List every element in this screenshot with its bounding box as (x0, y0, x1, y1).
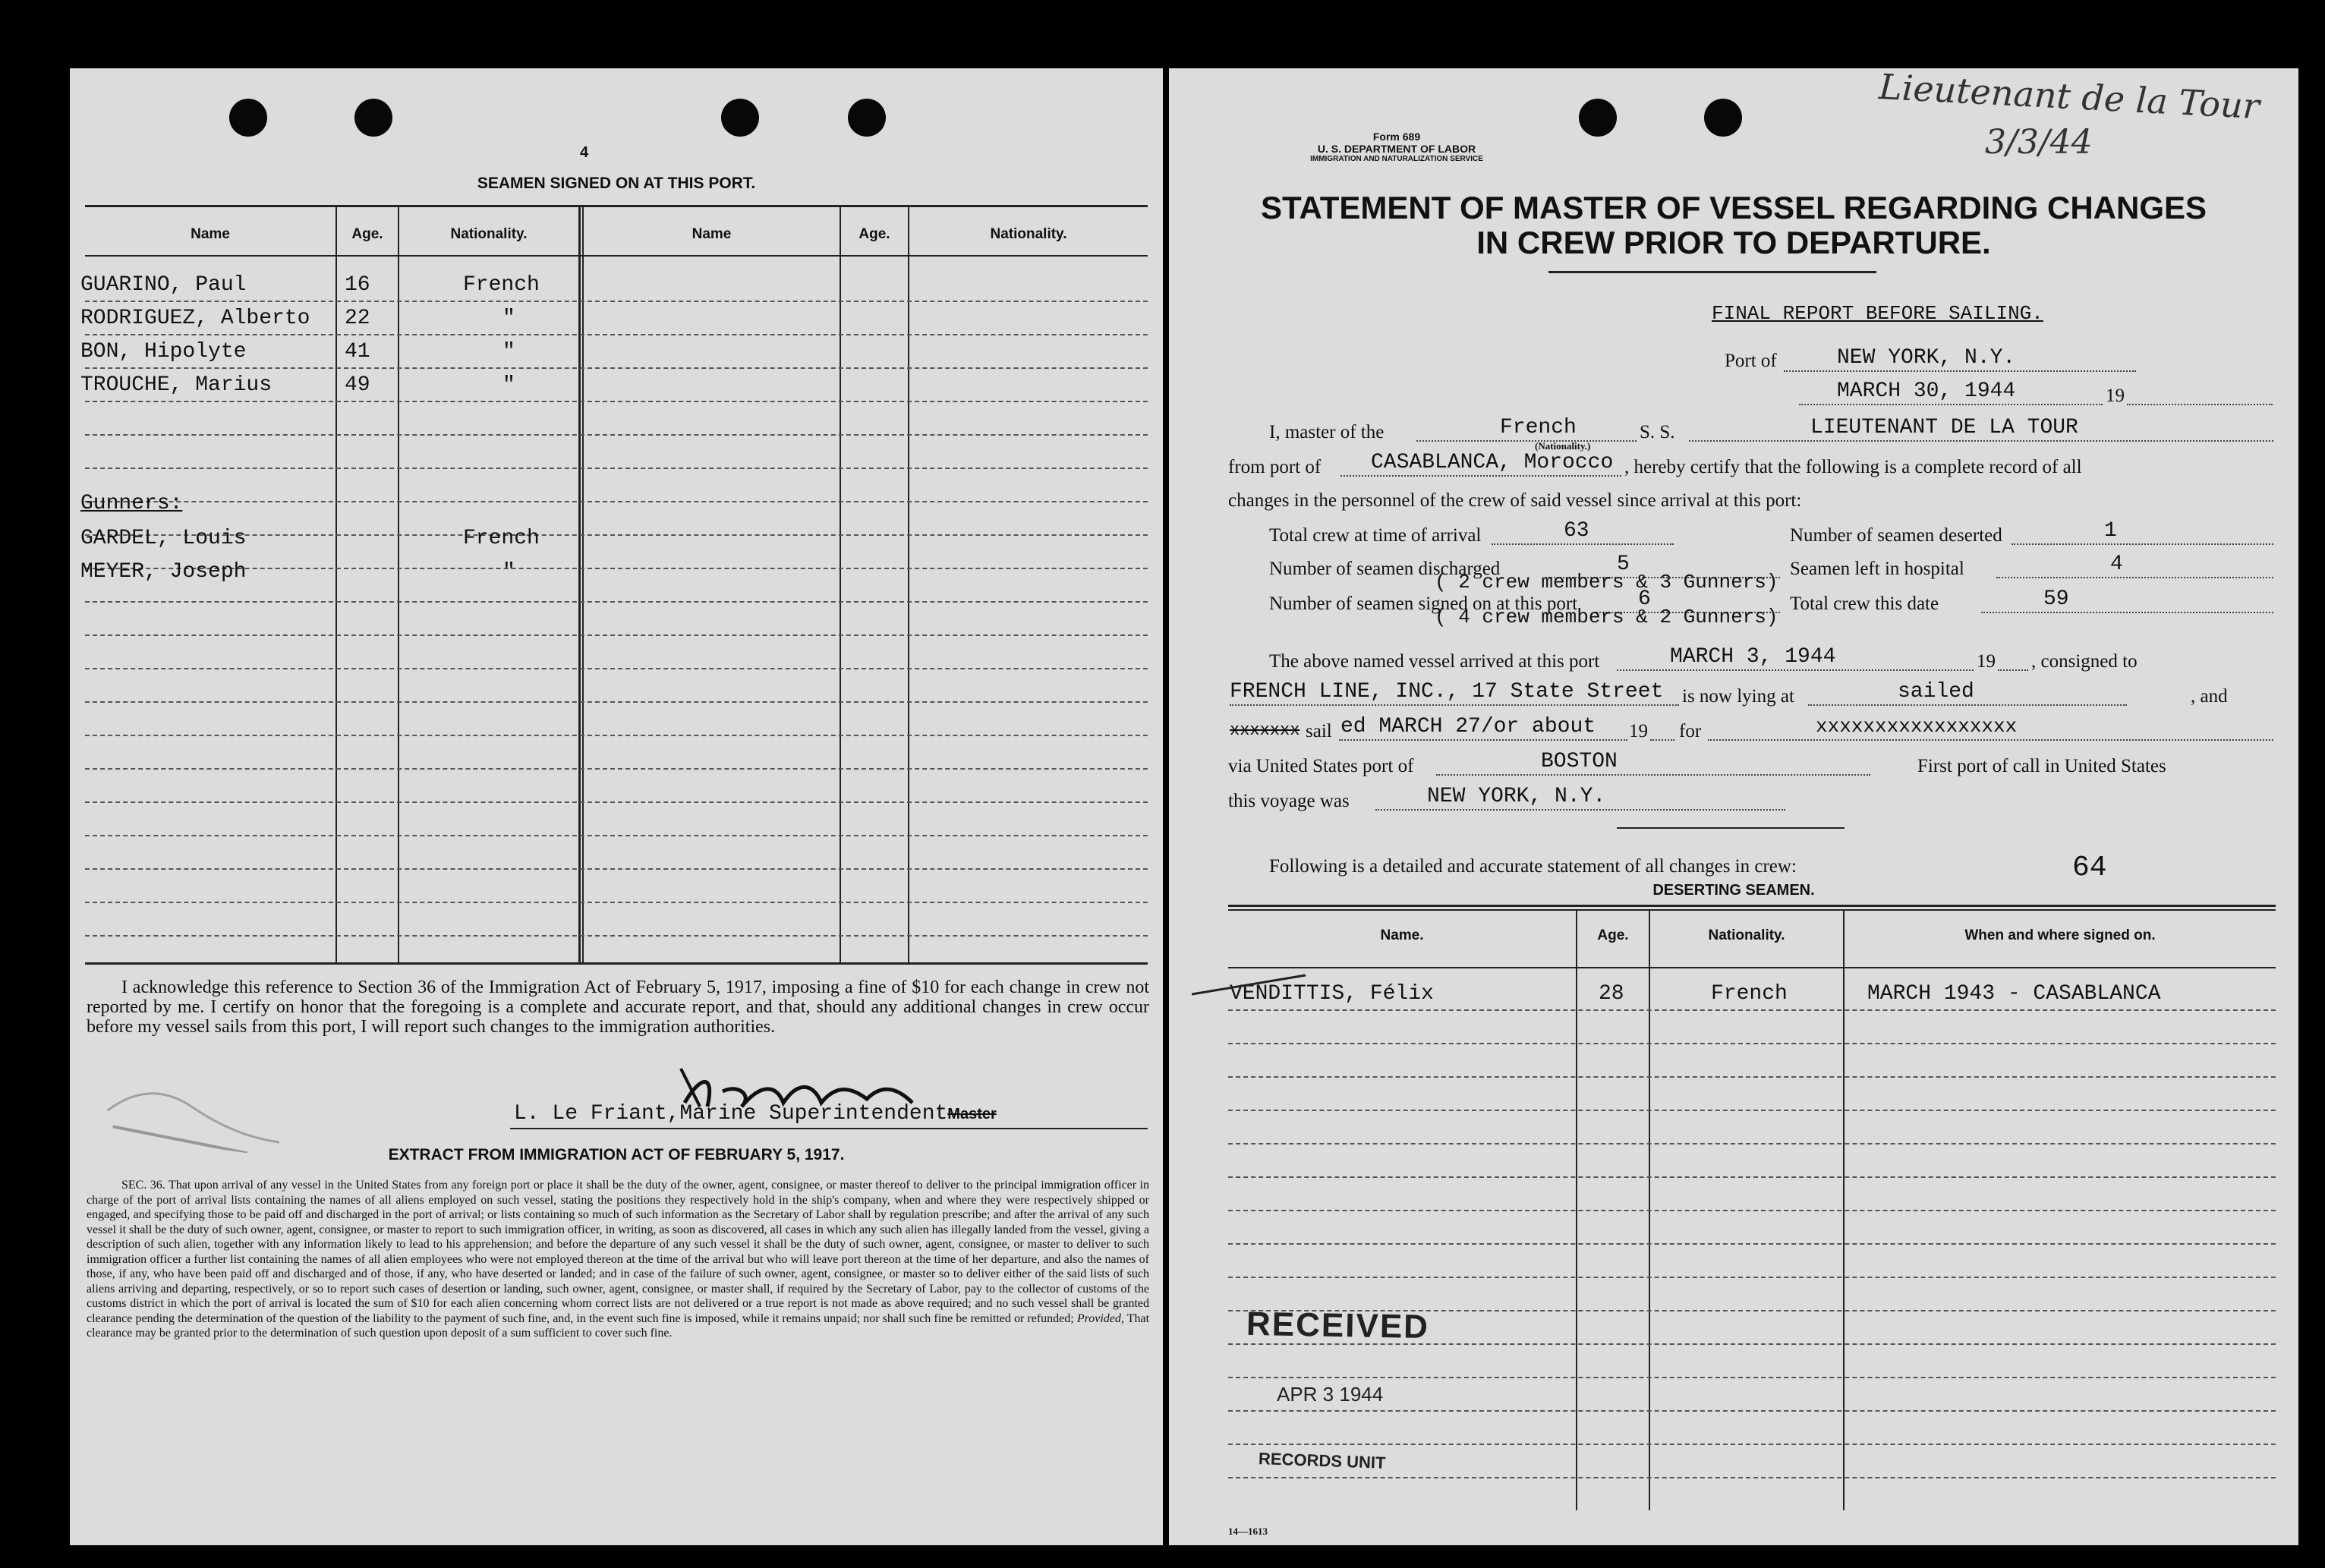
for-label: for (1679, 721, 1702, 741)
report-type: FINAL REPORT BEFORE SAILING. (1712, 302, 2043, 325)
age-cell: 49 (345, 373, 370, 397)
right-page (1169, 65, 2298, 1545)
and-label: , and (2191, 686, 2228, 707)
lying-value: sailed (1898, 680, 1974, 704)
discharged-label: Number of seamen discharged (1269, 559, 1501, 579)
form-number: Form 689 (1372, 131, 1421, 143)
age-cell: 22 (345, 307, 370, 330)
sail-prefix: sail (1306, 721, 1332, 741)
consignee-value: FRENCH LINE, INC., 17 State Street (1230, 680, 1664, 704)
port-label: Port of (1725, 351, 1777, 371)
nationality-cell: " (502, 560, 515, 584)
sail-date-value: ed MARCH 27/or about (1340, 715, 1596, 738)
gunners-label: Gunners: (80, 492, 183, 515)
col-nationality: Nationality. (450, 226, 528, 242)
following-label: Following is a detailed and accurate statement of all changes in crew: (1269, 856, 1797, 877)
year-prefix-3: 19 (1629, 721, 1648, 741)
signed-on-note: ( 4 crew members & 2 Gunners) (1435, 606, 1778, 628)
punch-hole (1704, 99, 1742, 137)
nationality-cell: French (463, 527, 540, 550)
deserting-title: DESERTING SEAMEN. (1652, 882, 1815, 899)
via-label: via United States port of (1228, 756, 1414, 776)
signed-on-label: Number of seamen signed on at this port (1269, 594, 1578, 614)
check-mark (1192, 971, 1313, 1002)
nationality-cell: French (1711, 982, 1788, 1006)
date-value: MARCH 30, 1944 (1837, 379, 2016, 403)
vessel-name: LIEUTENANT DE LA TOUR (1810, 416, 2078, 439)
nationality-caption: (Nationality.) (1535, 440, 1591, 452)
certify-text-2: changes in the personnel of the crew of said vessel since arrival at this port: (1228, 490, 1802, 511)
extract-text: SEC. 36. That upon arrival of any vessel in the United States from any foreign port or place it shall be the duty of the owner, agent, consignee, or master thereof to deliver to the principal immigration officer in charge of the port of arrival lists containing the names of all aliens employed on such vessel, stating the positions they respectively hold in the ship's company, when and where they were respectively shipped or engaged, and specifying those to be paid off and discharged in the port of arrival; or lists containing so much of such information as the Secretary of Labor shall by regulation prescribe; and after the arrival of any such vessel it shall be the duty of such owner, agent, consignee, or master to report to such immigration officer, in writing, as soon as discovered, all cases in which any such alien has illegally landed from the vessel, giving a description of such alien, together with any information likely to lead to his apprehension; and before the departure of any such vessel it shall be the duty of such owner, agent, consignee, or master to deliver to such immigration officer a further list containing the names of all alien employees who were not employed thereon at the time of the arrival but who will leave port thereon at the time of her departure, and also the names of those, if any, who have been paid off and discharged and of those, if any, who have deserted or landed; and in case of the failure of such owner, agent, consignee, or master so to deliver either of the said lists of such aliens arriving and departing, respectively, or so to report such cases of desertion or landing, such owner, agent, consignee, or master shall, if required by the Secretary of Labor, pay to the collector of customs of the customs district in which the port of arrival is located the sum of $10 for each alien concerning whom correct lists are not delivered or a true report is not made as above required; and no such vessel shall be granted clearance pending the determination of the question of the liability to the payment of such fine, and, in the event such fine is imposed, while it remains unpaid; nor shall such fine be remitted or refunded; Provided, That clearance may be granted prior to the determination of such question upon deposit of a sum sufficient to cover such fine. (87, 1179, 1150, 1340)
arrived-value: MARCH 3, 1944 (1670, 645, 1836, 669)
for-value: xxxxxxxxxxxxxxxxx (1816, 715, 2018, 738)
left-page (70, 68, 1163, 1545)
stamp-date: APR 3 1944 (1277, 1383, 1384, 1406)
table-row: VENDITTIS, Félix (1230, 982, 1434, 1006)
certify-text: , hereby certify that the following is a complete record of all (1624, 457, 2082, 477)
punch-hole (1579, 99, 1617, 137)
deserted-label: Number of seamen deserted (1790, 525, 2002, 546)
punch-hole (848, 99, 886, 137)
discharged-value: 5 (1617, 553, 1630, 576)
from-port-value: CASABLANCA, Morocco (1371, 451, 1614, 474)
age-cell: 28 (1599, 982, 1624, 1006)
lying-label: is now lying at (1682, 686, 1794, 707)
via-port-value: BOSTON (1541, 750, 1618, 773)
table-row: GARDEL, Louis (80, 527, 247, 550)
handwritten-vessel: Lieutenant de la Tour (1877, 65, 2261, 128)
total-arrival-value: 63 (1564, 519, 1589, 543)
struck-text: xxxxxxx (1230, 721, 1300, 740)
voyage-value: NEW YORK, N.Y. (1427, 785, 1606, 808)
form-code: 14—1613 (1228, 1525, 1268, 1537)
col-age-2: Age. (858, 226, 890, 242)
section-title: SEAMEN SIGNED ON AT THIS PORT. (477, 175, 756, 192)
nationality-value: French (1500, 416, 1577, 439)
port-value: NEW YORK, N.Y. (1837, 346, 2016, 370)
signed-on-value: 6 (1638, 587, 1651, 611)
punch-hole (229, 99, 267, 137)
age-cell: 41 (345, 340, 370, 364)
consigned-label: , consigned to (2031, 651, 2138, 672)
table-row: GUARINO, Paul (80, 273, 247, 297)
hospital-value: 4 (2110, 553, 2123, 576)
year-prefix-2: 19 (1977, 651, 1996, 672)
nationality-cell: " (502, 340, 515, 364)
punch-hole (354, 99, 392, 137)
page-number: 4 (580, 144, 589, 161)
table-row: MEYER, Joseph (80, 560, 247, 584)
desert-col-name: Name. (1380, 927, 1424, 943)
total-arrival-label: Total crew at time of arrival (1269, 525, 1482, 546)
nationality-cell: " (502, 307, 515, 330)
table-row: RODRIGUEZ, Alberto (80, 307, 310, 330)
master-label: I, master of the (1269, 422, 1385, 442)
ss-label: S. S. (1640, 422, 1675, 442)
from-port-label: from port of (1228, 457, 1322, 477)
signed-on-cell: MARCH 1943 - CASABLANCA (1867, 982, 2161, 1006)
discharged-note: ( 2 crew members & 3 Gunners) (1435, 571, 1778, 594)
handwritten-date: 3/3/44 (1985, 123, 2093, 162)
received-stamp: RECEIVED (1246, 1305, 1430, 1346)
form-title-2: IN CREW PRIOR TO DEPARTURE. (1476, 225, 1991, 260)
deserted-value: 1 (2104, 519, 2117, 543)
signer-name: L. Le Friant,Marine SuperintendentMaster (514, 1102, 997, 1126)
form-title: STATEMENT OF MASTER OF VESSEL REGARDING CHANGES (1260, 190, 2207, 225)
first-call-label: First port of call in United States (1917, 756, 2166, 776)
col-name-2: Name (692, 226, 732, 242)
arrived-label: The above named vessel arrived at this port (1269, 651, 1600, 672)
hospital-label: Seamen left in hospital (1790, 559, 1964, 579)
department: U. S. DEPARTMENT OF LABOR (1317, 143, 1476, 155)
desert-col-nationality: Nationality. (1708, 927, 1785, 943)
total-date-label: Total crew this date (1790, 594, 1939, 614)
voyage-label: this voyage was (1228, 791, 1350, 811)
stamp-unit: RECORDS UNIT (1258, 1449, 1386, 1472)
nationality-cell: " (502, 373, 515, 397)
page-count: 64 (2072, 852, 2107, 884)
col-nationality-2: Nationality. (990, 226, 1067, 242)
desert-col-age: Age. (1597, 927, 1629, 943)
total-date-value: 59 (2043, 587, 2069, 611)
punch-hole (721, 99, 759, 137)
acknowledgment-text: I acknowledge this reference to Section 36 of the Immigration Act of February 5, 1917, imposing a fine of $10 for each change in crew not reported by me. I certify on honor that the foregoing is a complete and accurate report, and that, should any additional changes in crew occur before my vessel sails from this port, I will report such changes to the immigration authorities. (87, 978, 1149, 1037)
extract-title: EXTRACT FROM IMMIGRATION ACT OF FEBRUARY 5, 1917. (388, 1146, 845, 1163)
desert-col-signed-on: When and where signed on. (1964, 927, 2156, 943)
table-row: BON, Hipolyte (80, 340, 247, 364)
year-prefix: 19 (2106, 386, 2125, 406)
col-name: Name (191, 226, 230, 242)
service: IMMIGRATION AND NATURALIZATION SERVICE (1310, 155, 1483, 163)
table-row: TROUCHE, Marius (80, 373, 273, 397)
col-age: Age. (351, 226, 383, 242)
age-cell: 16 (345, 273, 370, 297)
nationality-cell: French (463, 273, 540, 297)
